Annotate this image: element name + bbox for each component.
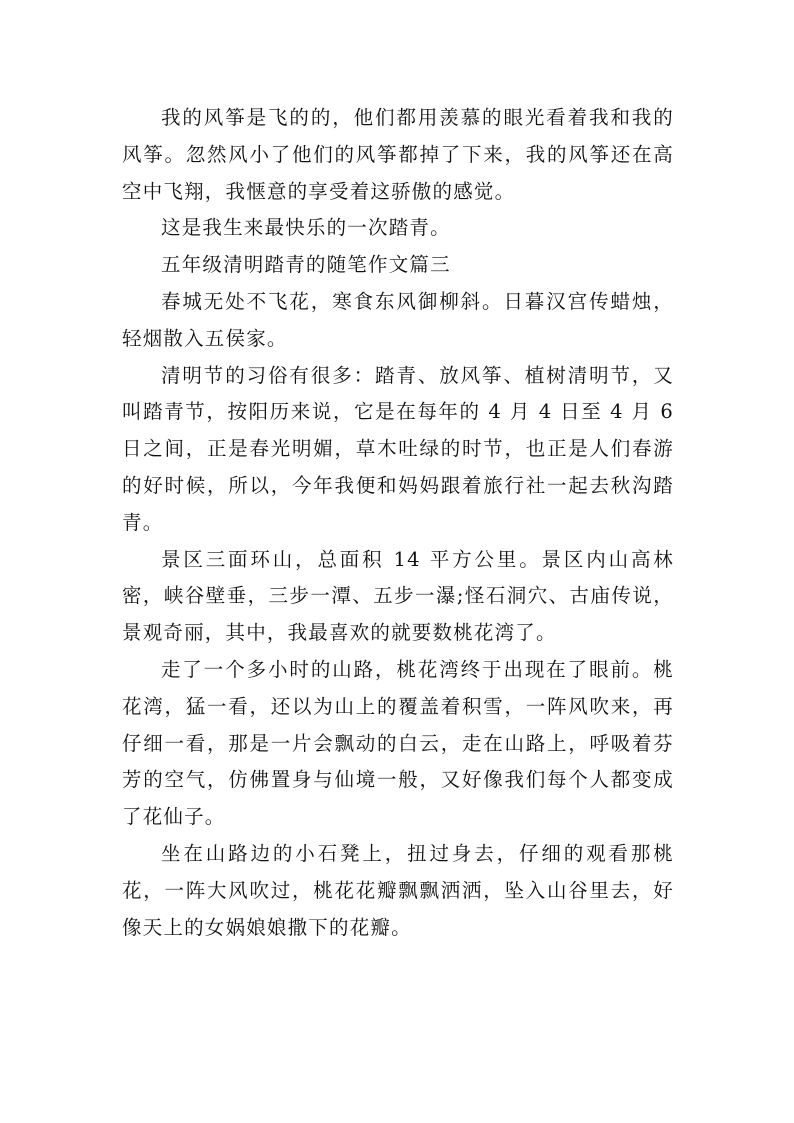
section-title: 五年级清明踏青的随笔作文篇三 — [161, 253, 451, 277]
paragraph-kite: 我的风筝是飞的的，他们都用羡慕的眼光看着我和我的风筝。忽然风小了他们的风筝都掉了下来，我的风筝还在高空中飞翔，我惬意的享受着这骄傲的感觉。 — [122, 106, 674, 203]
paragraph-scenic-area: 景区三面环山，总面积 14 平方公里。景区内山高林密，峡谷壁垂，三步一潭、五步一瀑;怪石洞穴、古庙传说，景观奇丽，其中，我最喜欢的就要数桃花湾了。 — [122, 547, 674, 645]
paragraph-peach-bay: 走了一个多小时的山路，桃花湾终于出现在了眼前。桃花湾，猛一看，还以为山上的覆盖着积雪，一阵风吹来，再仔细一看，那是一片会飘动的白云，走在山路上，呼吸着芬芳的空气，仿佛置身与仙境一般，又好像我们每个人都变成了花仙子。 — [122, 657, 674, 829]
paragraph-poem: 春城无处不飞花，寒食东风御柳斜。日暮汉宫传蜡烛，轻烟散入五侯家。 — [122, 289, 674, 350]
paragraph-qingming-customs: 清明节的习俗有很多：踏青、放风筝、植树清明节，又叫踏青节，按阳历来说，它是在每年的 4 月 4 日至 4 月 6 日之间，正是春光明媚，草木吐绿的时节，也正是人们春游的好时候，所以，今年我便和妈妈跟着旅行社一起去秋沟踏青。 — [122, 363, 674, 534]
paragraph-stone-bench: 坐在山路边的小石凳上，扭过身去，仔细的观看那桃花，一阵大风吹过，桃花花瓣飘飘洒洒，坠入山谷里去，好像天上的女娲娘娘撒下的花瓣。 — [122, 841, 674, 939]
paragraph-happiest-outing: 这是我生来最快乐的一次踏青。 — [161, 216, 451, 240]
document-body — [122, 100, 674, 946]
